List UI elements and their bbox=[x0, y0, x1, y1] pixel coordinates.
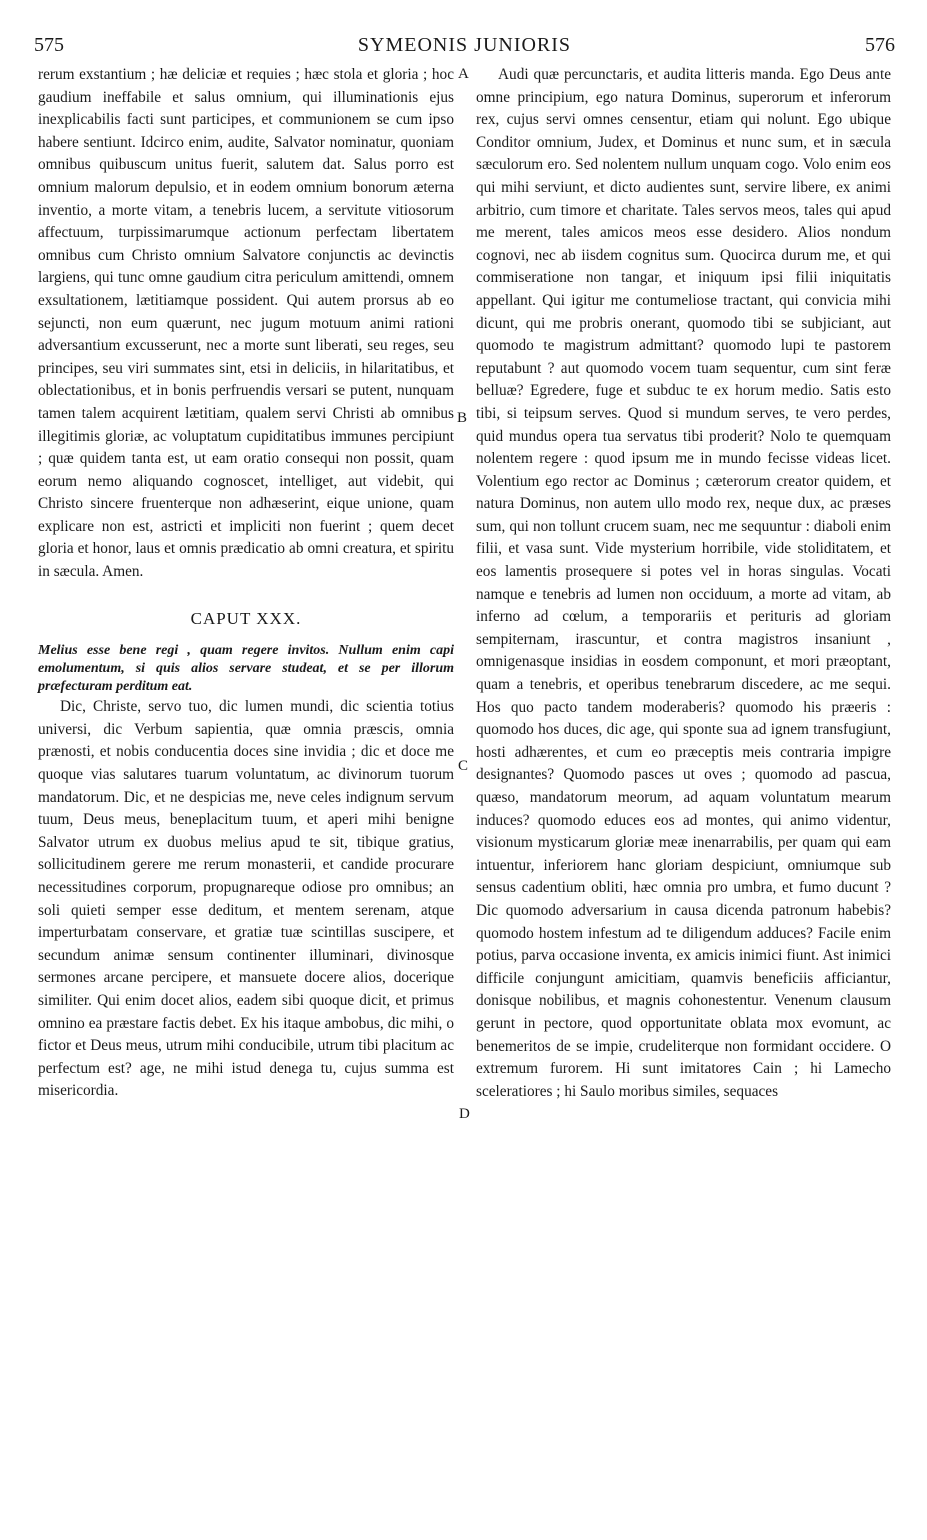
page-number-left: 575 bbox=[34, 34, 64, 56]
margin-marker-b: B bbox=[457, 410, 468, 426]
right-column bbox=[476, 64, 891, 1103]
left-paragraph-2: Dic, Christe, servo tuo, dic lumen mundi, dic scientia totius universi, dic Verbum sapientia, quæ omnia præscis, omnia prænosti, et nobis conducentia doces sine invidia ; dic et doce me quoque vias salutares tuarum voluntatum, ac divinorum tuorum mandatorum. Dic, et ne despicias me, neve celes indignum servum tuum, Deus meus, beneplacitum tuum, et aperi mihi benigne Salvator utrum ex duobus melius apud te sit, tibique gratius, sollicitudinem gerere me rerum monasterii, et candide procurare necessitudines corporum, propugnareque odiose pro omnibus; an soli quieti semper esse deditum, et mentem serenam, atque imperturbatam conservare, et gratiæ tuæ scintillas suscipere, et secundum animæ sensum continenter illuminari, divinosque sermones arcane percipere, et mansuete docere alios, docerique similiter. Qui enim docet alios, eadem sibi quoque dicit, et primus omnino ea præstare factis debet. Ex his itaque ambobus, dic mihi, o fictor et Deus meus, utrum mihi conducibile, utrum tibi placitum ac perfectum est? age, ne mihi istud denega tu, cujus summa est misericordia. bbox=[38, 698, 454, 1100]
margin-marker-d: D bbox=[459, 1106, 470, 1122]
chapter-summary: Melius esse bene regi , quam regere invitos. Nullum enim capi emolumentum, si quis alios servare studeat, et se per illorum præfecturam perditum eat. bbox=[38, 643, 454, 695]
running-title: SYMEONIS JUNIORIS bbox=[357, 34, 572, 56]
chapter-title: CAPUT XXX. bbox=[190, 608, 302, 628]
page-header bbox=[34, 34, 895, 64]
left-paragraph-1: rerum exstantium ; hæ deliciæ et requies ; hæc stola et gloria ; hoc gaudium ineffabile et salus omnium, qui illuminationis ejus inexplicabilis facti sunt participes, et communionem se cum ipso habere sentiunt. Idcirco enim, audite, Salvator nominatur, quoniam omnibus quibuscum unitus fuerit, salutem dat. Salus porro est omnium malorum depulsio, et in eodem omnium bonorum æterna inventio, a morte vitam, a tenebris lucem, a servitute vitiosorum affectuum, turpissimarumque actionum perfectam libertatem omnibus cum Christo omnium Salvatore conjunctis ac devinctis largiens, qui tunc omne gaudium citra periculum amittendi, omnem exsultationem, lætitiamque possident. Qui autem prorsus ab eo sejuncti, non eum quærunt, nec jugum motuum animi rationi adversantium excusserunt, nec a morte sunt liberati, seu reges, seu principes, seu viri summates sint, etsi in deliciis, in hilaritatibus, et oblectationibus, et in bonis perfruendis versari se putent, nunquam tamen talem acquirent lætitiam, qualem servi Christi ab omnibus illegitimis gloriæ, ac voluptatum cupiditatibus immunes percipiunt ; quæ quidem tanta est, ut eam oratio consequi non possit, quam eorum nemo aliquando cognoscet, intelliget, aut videbit, qui Christo sincere fruenterque non adhæserint, eique unione, quam explicare non est, astricti et impliciti non fuerint ; quem decet gloria et honor, laus et omnis prædicatio ab omni creatura, et spiritu in sæcula. Amen. bbox=[38, 66, 454, 581]
page-number-right: 576 bbox=[865, 34, 895, 56]
margin-marker-a: A bbox=[458, 66, 469, 82]
right-paragraph-1: Audi quæ percunctaris, et audita litteris manda. Ego Deus ante omne principium, ego natura Dominus, superorum et inferorum rex, cujus servi omnes censentur, etiam qui nolunt. Ego ubique Conditor omnium, Judex, et Dominus et nunc sum, et in sæcula sæculorum ero. Sed nolentem nullum unquam cogo. Volo enim eos qui mihi serviunt, et dicto audientes sunt, servire libere, ex animi arbitrio, cum timore et charitate. Tales servos meos, tales qui apud me merent, tales amicos meos esse desidero. Alios nondum cognovi, nec ab iisdem cognitus sum. Quocirca durum me, et qui commiseratione non tangar, et iniquum ipsi filii iniquitatis appellant. Qui igitur me contumeliose tractant, qui convicia mihi dicunt, qui me probris onerant, quomodo tibi se subjiciant, aut quomodo te magistrum admittant? quomodo lupi te pastorem reputabunt ? aut quomodo vocem tuam sequentur, cum sint feræ belluæ? Egredere, fuge et subduc te ex horum medio. Satis esto tibi, si teipsum serves. Quod si mundum serves, te vero perdes, quid mundus opera tua servatus tibi proderit? Nolo te quemquam nolentem regere : quod ipsum me in mundo fecisse videas licet. Volentium ego rector ac Dominus ; cæterorum creator quidem, et natura Dominus, non autem ullo modo rex, neque dux, ac præses sum, qui non tollunt crucem suam, nec me sequuntur : diaboli enim filii, et vasa sunt. Vide mysterium horribile, vide stoliditatem, et eos lamentis prosequere si potes vel in horas singulas. Vocati namque e tenebris ad lumen non occiduum, a morte ad vitam, ab inferno ad cœlum, a temporariis et perituris ad gloriam sempiternam, irascuntur, et contra magistros insaniunt , omnigenasque insidias in eosdem componunt, et mori præoptant, quam a tenebris, et operibus tenebrarum discedere, ac me sequi. Hos quo pacto tandem moderaberis? quomodo his præeris : quomodo hos duces, dic age, qui sponte sua ad ignem transfugiunt, hosti adhærentes, et cum eo præceptis meis contraria impigre designantes? Quomodo pasces ut oves ; quomodo ad pascua, quæso, mandatorum meorum, ad aquam voluntatum mearum induces? quomodo educes eos ad montes, qui animo videntur, visionum mysticarum gloriæ meæ inenarrabilis, per quam qui eam intuentur, inferiorem hanc gloriam despiciunt, omniumque sub sensus cadentium obliti, hæc omnia pro umbra, et fumo ducunt ? Dic quomodo adversarium in causa dicenda patronum habebis? quomodo hostem infestum ad te diligendum adduces? Facile enim potius, parva occasione inventa, ex amicis inimici fiunt. Ast inimici difficile conjungunt amicitiam, quamvis beneficiis afficiantur, donisque nobilibus, et magnis cohonestentur. Venenum clausum gerunt in pectore, quod opportunitate oblata mox evomunt, ac benemeritos de se impie, crudeliterque non formidant occidere. O extremum furorem. Hi sunt imitatores Cain ; hi Lamecho sceleratiores ; hi Saulo moribus similes, sequaces bbox=[476, 66, 891, 1100]
margin-marker-c: C bbox=[458, 758, 469, 774]
left-column bbox=[38, 64, 454, 1103]
